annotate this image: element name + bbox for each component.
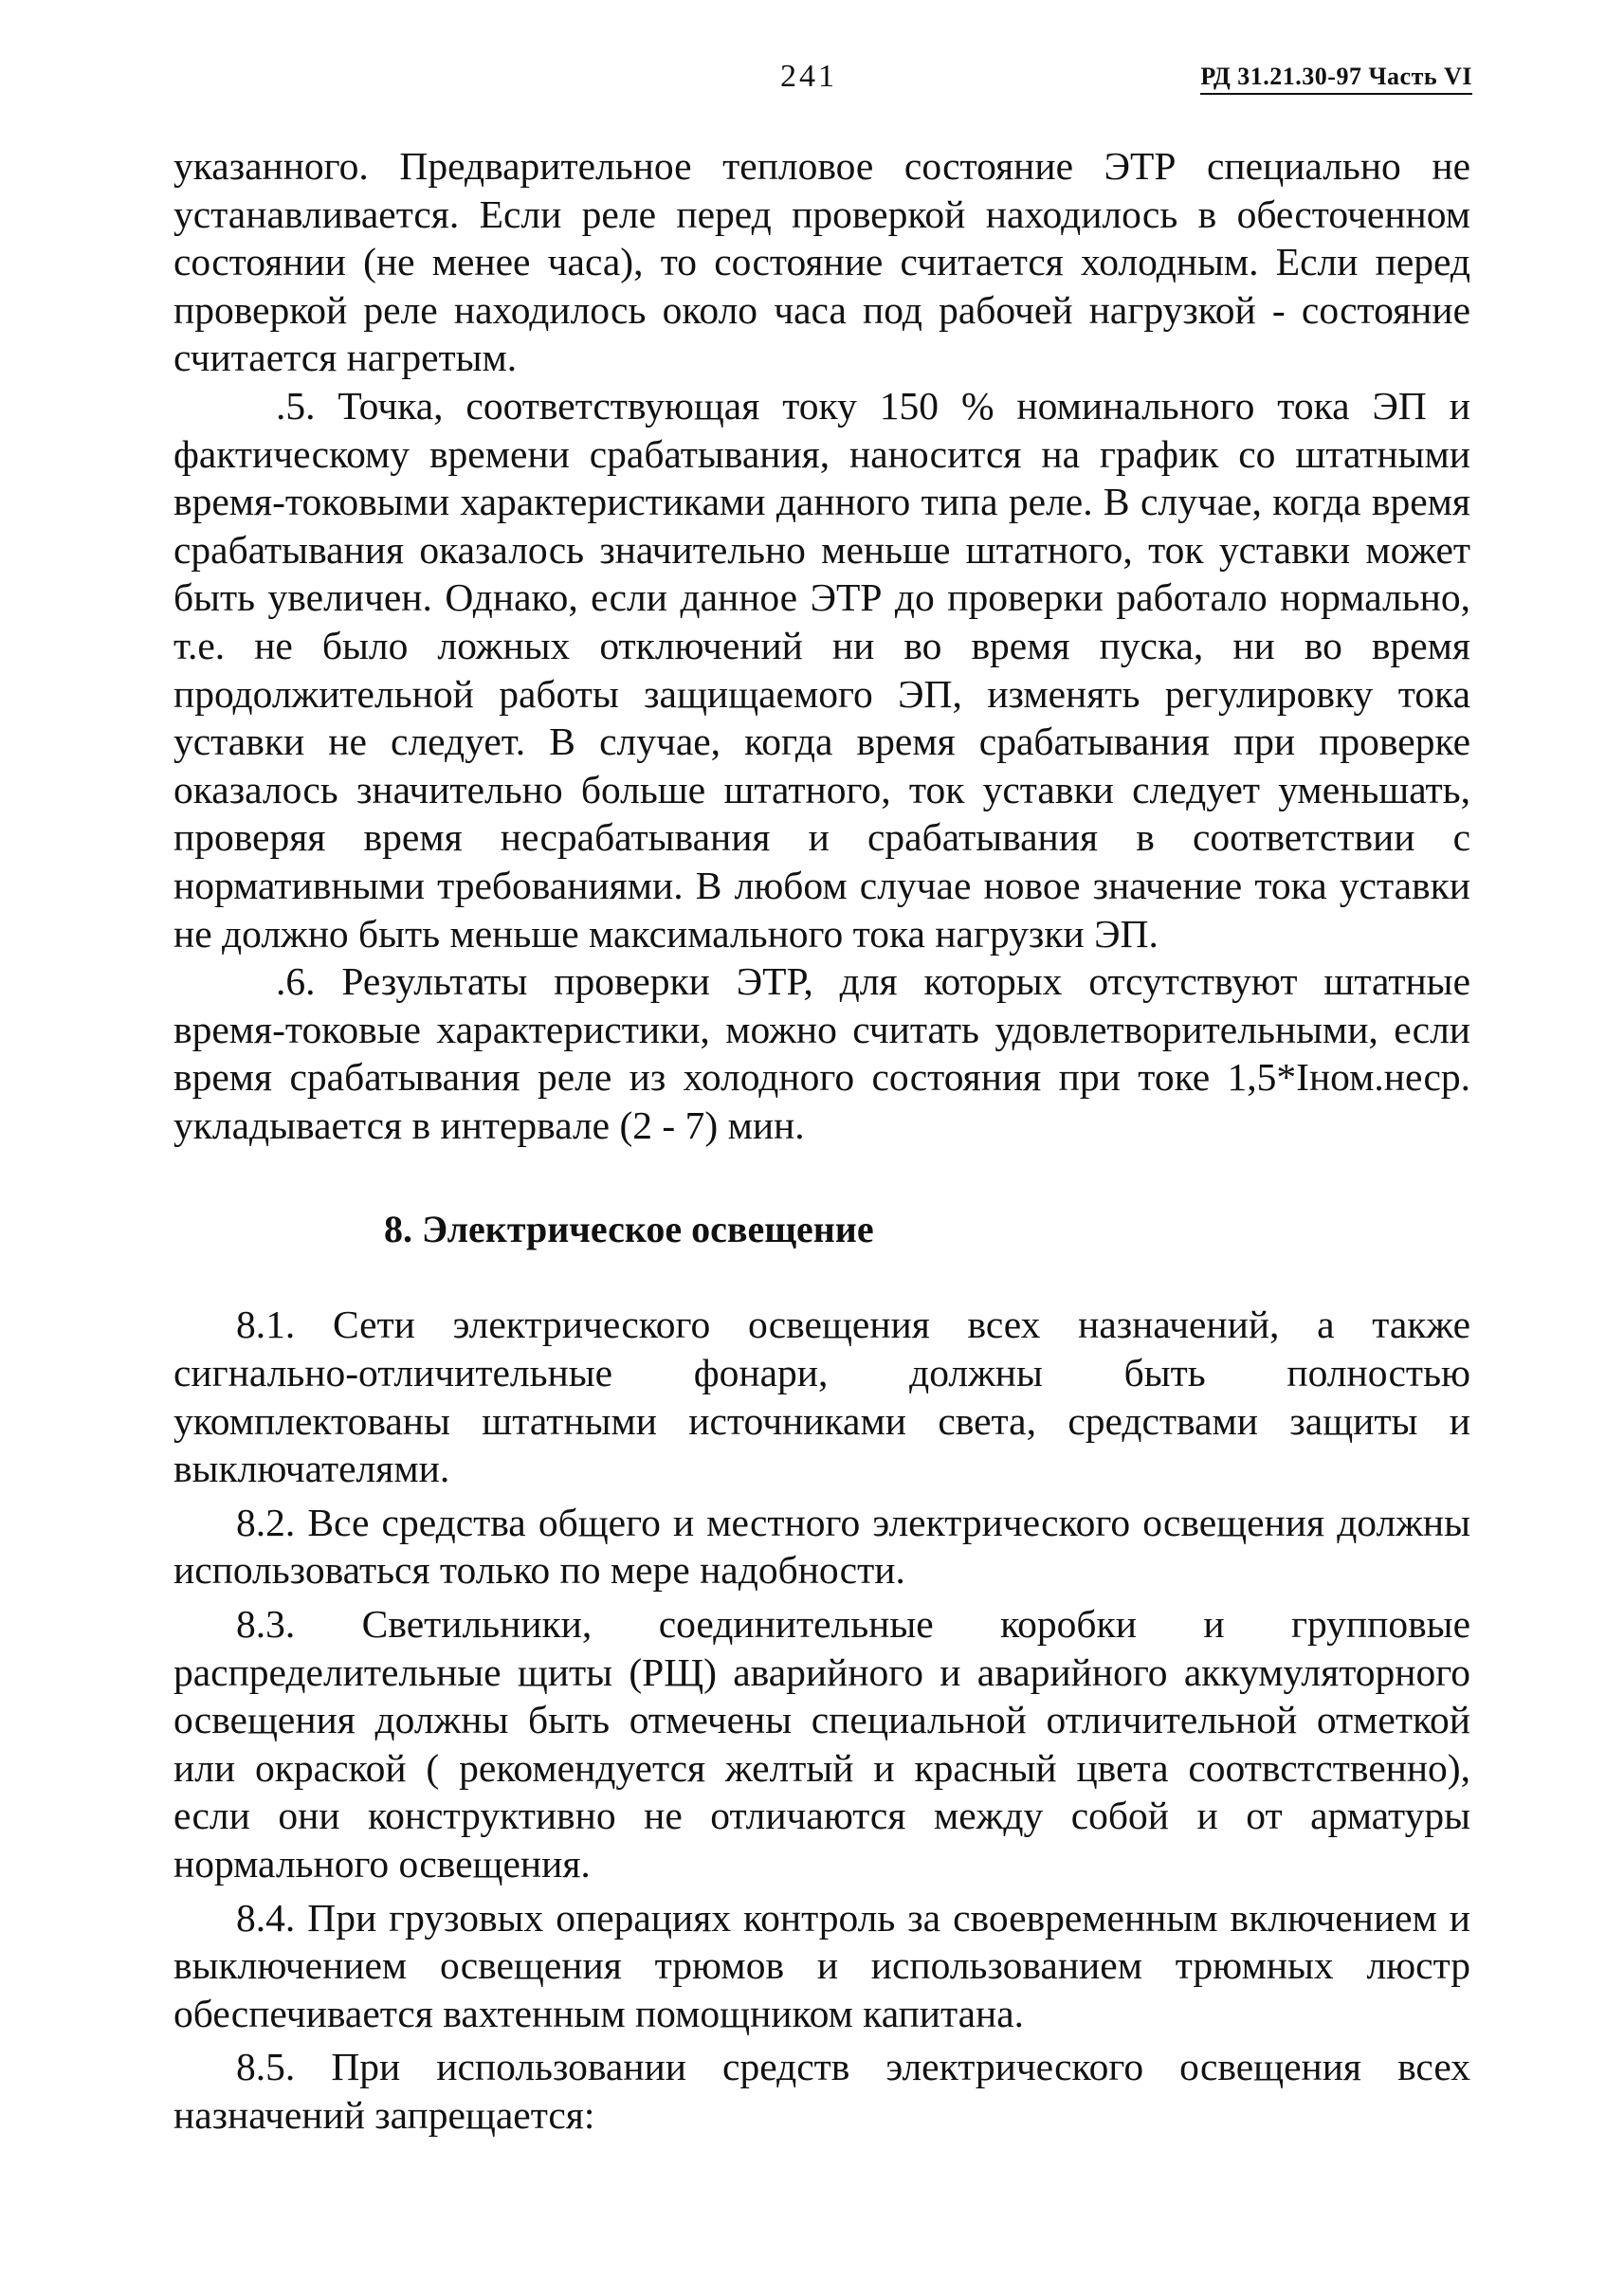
page-number: 241 (780, 59, 837, 94)
page-header (0, 59, 1624, 116)
section-title: 8. Электрическое освещение (384, 1208, 874, 1251)
section-item-8-2: 8.2. Все средства общего и местного электрического освещения должны использоваться только по мере надобности. (173, 1500, 1470, 1593)
page-body (173, 142, 1470, 2145)
paragraph-point-5: .5. Точка, соответствующая току 150 % номинального тока ЭП и фактическому времени срабатывания, наносится на график со штатными время-токовыми характеристиками данного типа реле. В случае, когда время срабатывания оказалось значительно меньше штатного, ток уставки может быть увеличен. Однако, если данное ЭТР до проверки работало нормально, т.е. не было ложных отключений ни во время пуска, ни во время продолжительной работы защищаемого ЭП, изменять регулировку тока уставки не следует. В случае, когда время срабатывания при проверке оказалось значительно больше штатного, ток уставки следует уменьшать, проверяя время несрабатывания и срабатывания в соответствии с нормативными требованиями. В любом случае новое значение тока уставки не должно быть меньше максимального тока нагрузки ЭП. (173, 383, 1470, 956)
document-reference: РД 31.21.30-97 Часть VI (1200, 63, 1472, 95)
section-item-8-5: 8.5. При использовании средств электрического освещения всех назначений запрещается: (173, 2045, 1470, 2137)
section-item-8-3: 8.3. Светильники, соединительные коробки и групповые распределительные щиты (РЩ) аварийного и аварийного аккумуляторного освещения должны быть отмечены специальной отличительной отметкой или окраской ( рекомендуется желтый и красный цвета соотвстственно), если они конструктивно не отличаются между собой и от арматуры нормального освещения. (173, 1602, 1470, 1886)
paragraph-point-6: .6. Результаты проверки ЭТР, для которых отсутствуют штатные время-токовые характеристики, можно считать удовлетворительными, если время срабатывания реле из холодного состояния при токе 1,5*Iном.неср. укладывается в интервале (2 - 7) мин. (173, 959, 1470, 1147)
section-item-8-4: 8.4. При грузовых операциях контроль за своевременным включением и выключением освещения трюмов и использованием трюмных люстр обеспечивается вахтенным помощником капитана. (173, 1895, 1470, 2035)
section-item-8-1: 8.1. Сети электрического освещения всех назначений, а также сигнально-отличительные фонари, должны быть полностью укомплектованы штатными источниками света, средствами защиты и выключателями. (173, 1303, 1470, 1491)
paragraph-continuation: указанного. Предварительное тепловое состояние ЭТР специально не устанавливается. Если реле перед проверкой находилось в обесточенном состоянии (не менее часа), то состояние считается холодным. Если перед проверкой реле находилось около часа под рабочей нагрузкой - состояние считается нагретым. (173, 144, 1470, 380)
